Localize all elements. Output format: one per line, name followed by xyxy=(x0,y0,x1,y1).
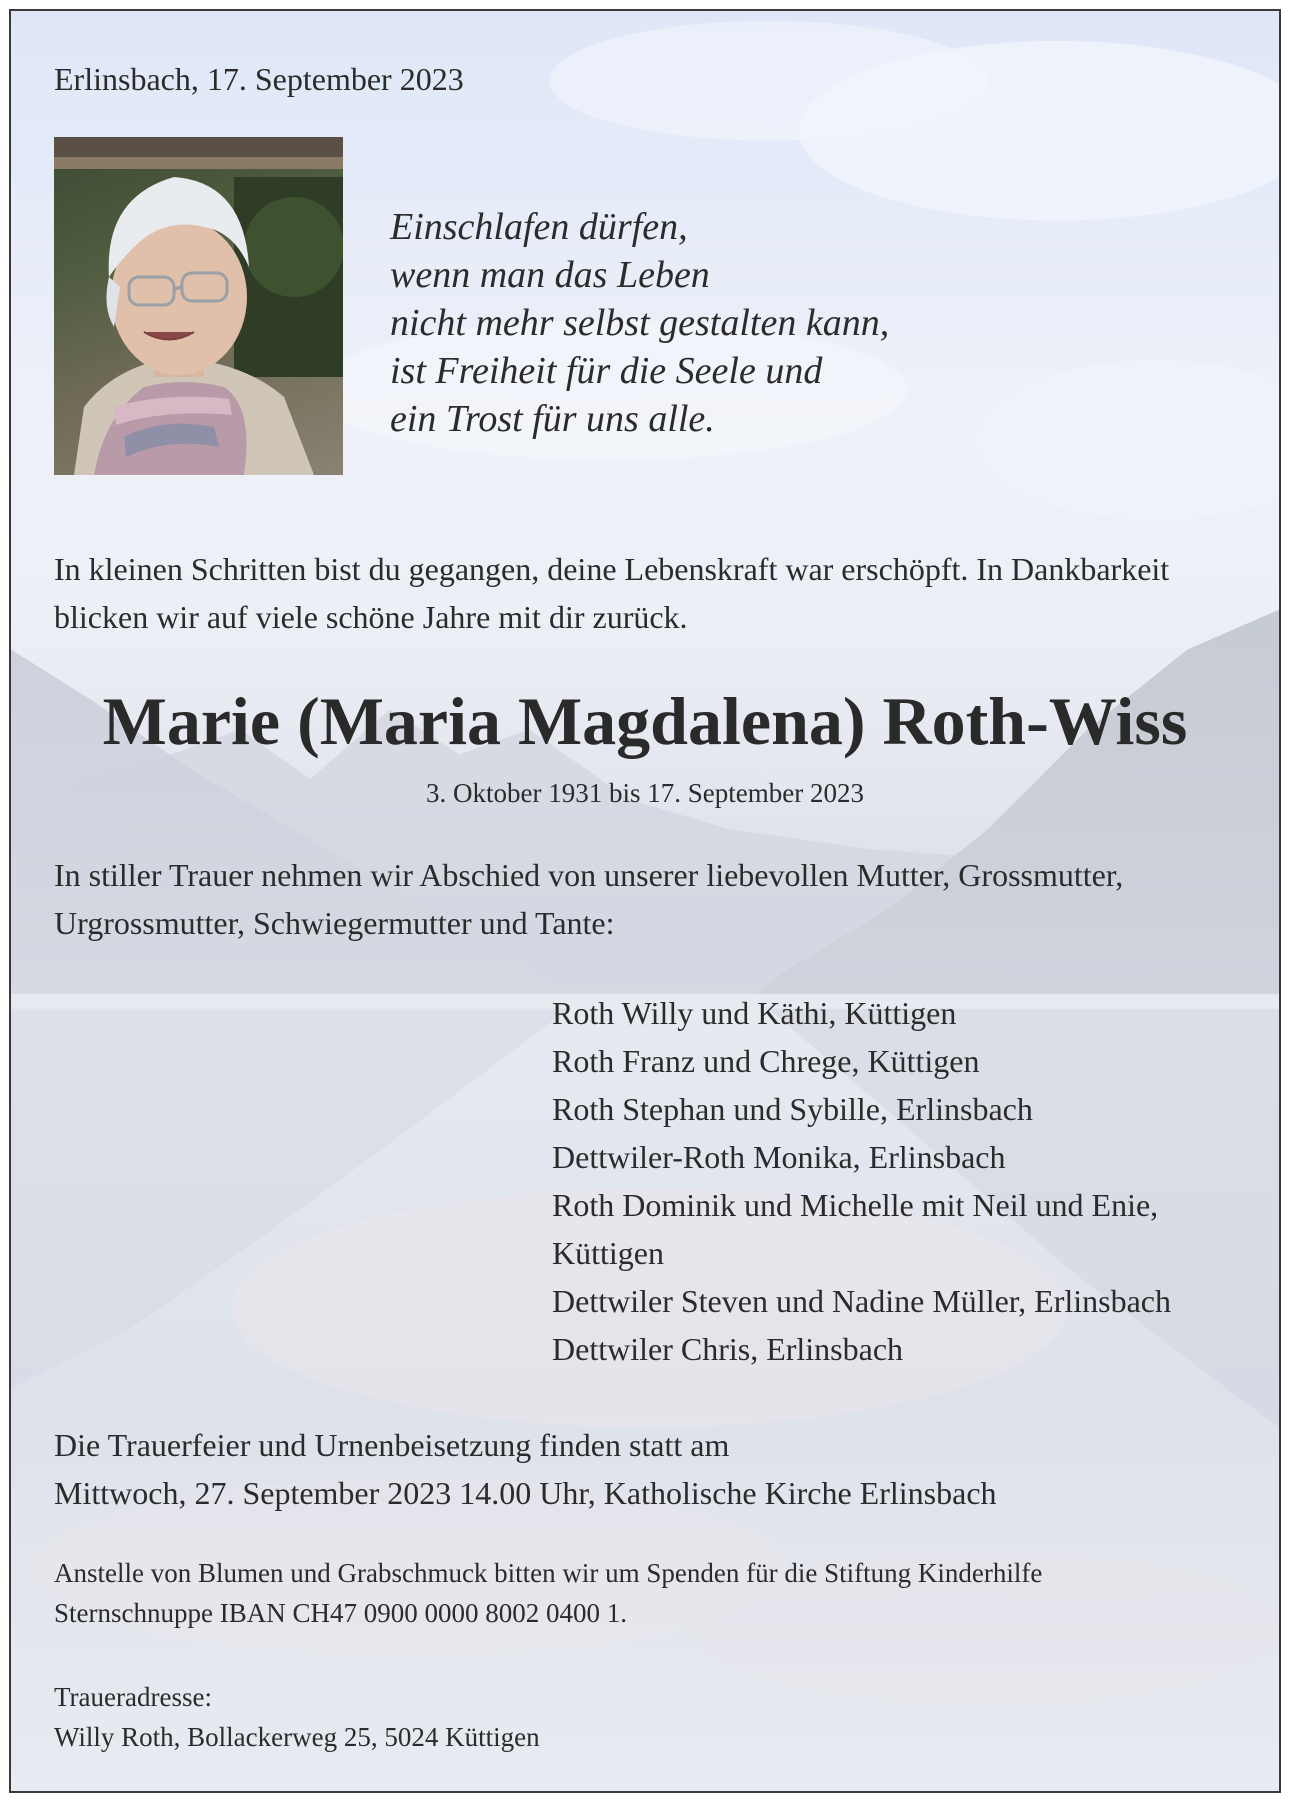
relatives-list xyxy=(552,989,1171,1373)
relative-entry: Dettwiler Chris, Erlinsbach xyxy=(552,1331,904,1367)
relative-entry: Küttigen xyxy=(552,1235,664,1271)
poem xyxy=(390,203,889,443)
ceremony-info xyxy=(54,1421,997,1517)
portrait-photo xyxy=(54,137,343,475)
relative-entry: Roth Dominik und Michelle mit Neil und Enie, xyxy=(552,1187,1159,1223)
place-date: Erlinsbach, 17. September 2023 xyxy=(54,61,464,97)
mourning-address xyxy=(54,1677,540,1757)
relative-entry: Dettwiler-Roth Monika, Erlinsbach xyxy=(552,1139,1006,1175)
relative-entry: Dettwiler Steven und Nadine Müller, Erlinsbach xyxy=(552,1283,1171,1319)
content xyxy=(11,11,1279,1791)
relative-entry: Roth Stephan und Sybille, Erlinsbach xyxy=(552,1091,1033,1127)
ceremony-line: Die Trauerfeier und Urnenbeisetzung finden statt am xyxy=(54,1427,730,1463)
poem-line: wenn man das Leben xyxy=(390,254,710,296)
poem-line: nicht mehr selbst gestalten kann, xyxy=(390,302,890,344)
donation-line: Sternschnuppe IBAN CH47 0900 0000 8002 0400 1. xyxy=(54,1598,627,1628)
poem-line: ein Trost für uns alle. xyxy=(390,398,715,440)
relative-entry: Roth Willy und Käthi, Küttigen xyxy=(552,995,957,1031)
deceased-name: Marie (Maria Magdalena) Roth-Wiss xyxy=(102,683,1188,759)
life-dates: 3. Oktober 1931 bis 17. September 2023 xyxy=(426,778,864,808)
donation-note xyxy=(54,1553,1254,1633)
ceremony-line: Mittwoch, 27. September 2023 14.00 Uhr, Katholische Kirche Erlinsbach xyxy=(54,1475,997,1511)
mourning-text: In stiller Trauer nehmen wir Abschied von unserer liebevollen Mutter, Grossmutter, Urgrossmutter, Schwiegermutter und Tante: xyxy=(54,857,1124,941)
address-label: Traueradresse: xyxy=(54,1682,212,1712)
poem-line: ist Freiheit für die Seele und xyxy=(390,350,823,392)
obituary-card xyxy=(9,9,1281,1793)
poem-line: Einschlafen dürfen, xyxy=(390,206,688,248)
intro-text: In kleinen Schritten bist du gegangen, deine Lebenskraft war erschöpft. In Dankbarkeit blicken wir auf viele schöne Jahre mit dir zurück. xyxy=(54,551,1170,635)
donation-line: Anstelle von Blumen und Grabschmuck bitten wir um Spenden für die Stiftung Kinderhilfe xyxy=(54,1558,1043,1588)
relative-entry: Roth Franz und Chrege, Küttigen xyxy=(552,1043,980,1079)
address-value: Willy Roth, Bollackerweg 25, 5024 Küttigen xyxy=(54,1722,540,1752)
portrait-illustration xyxy=(54,137,343,475)
